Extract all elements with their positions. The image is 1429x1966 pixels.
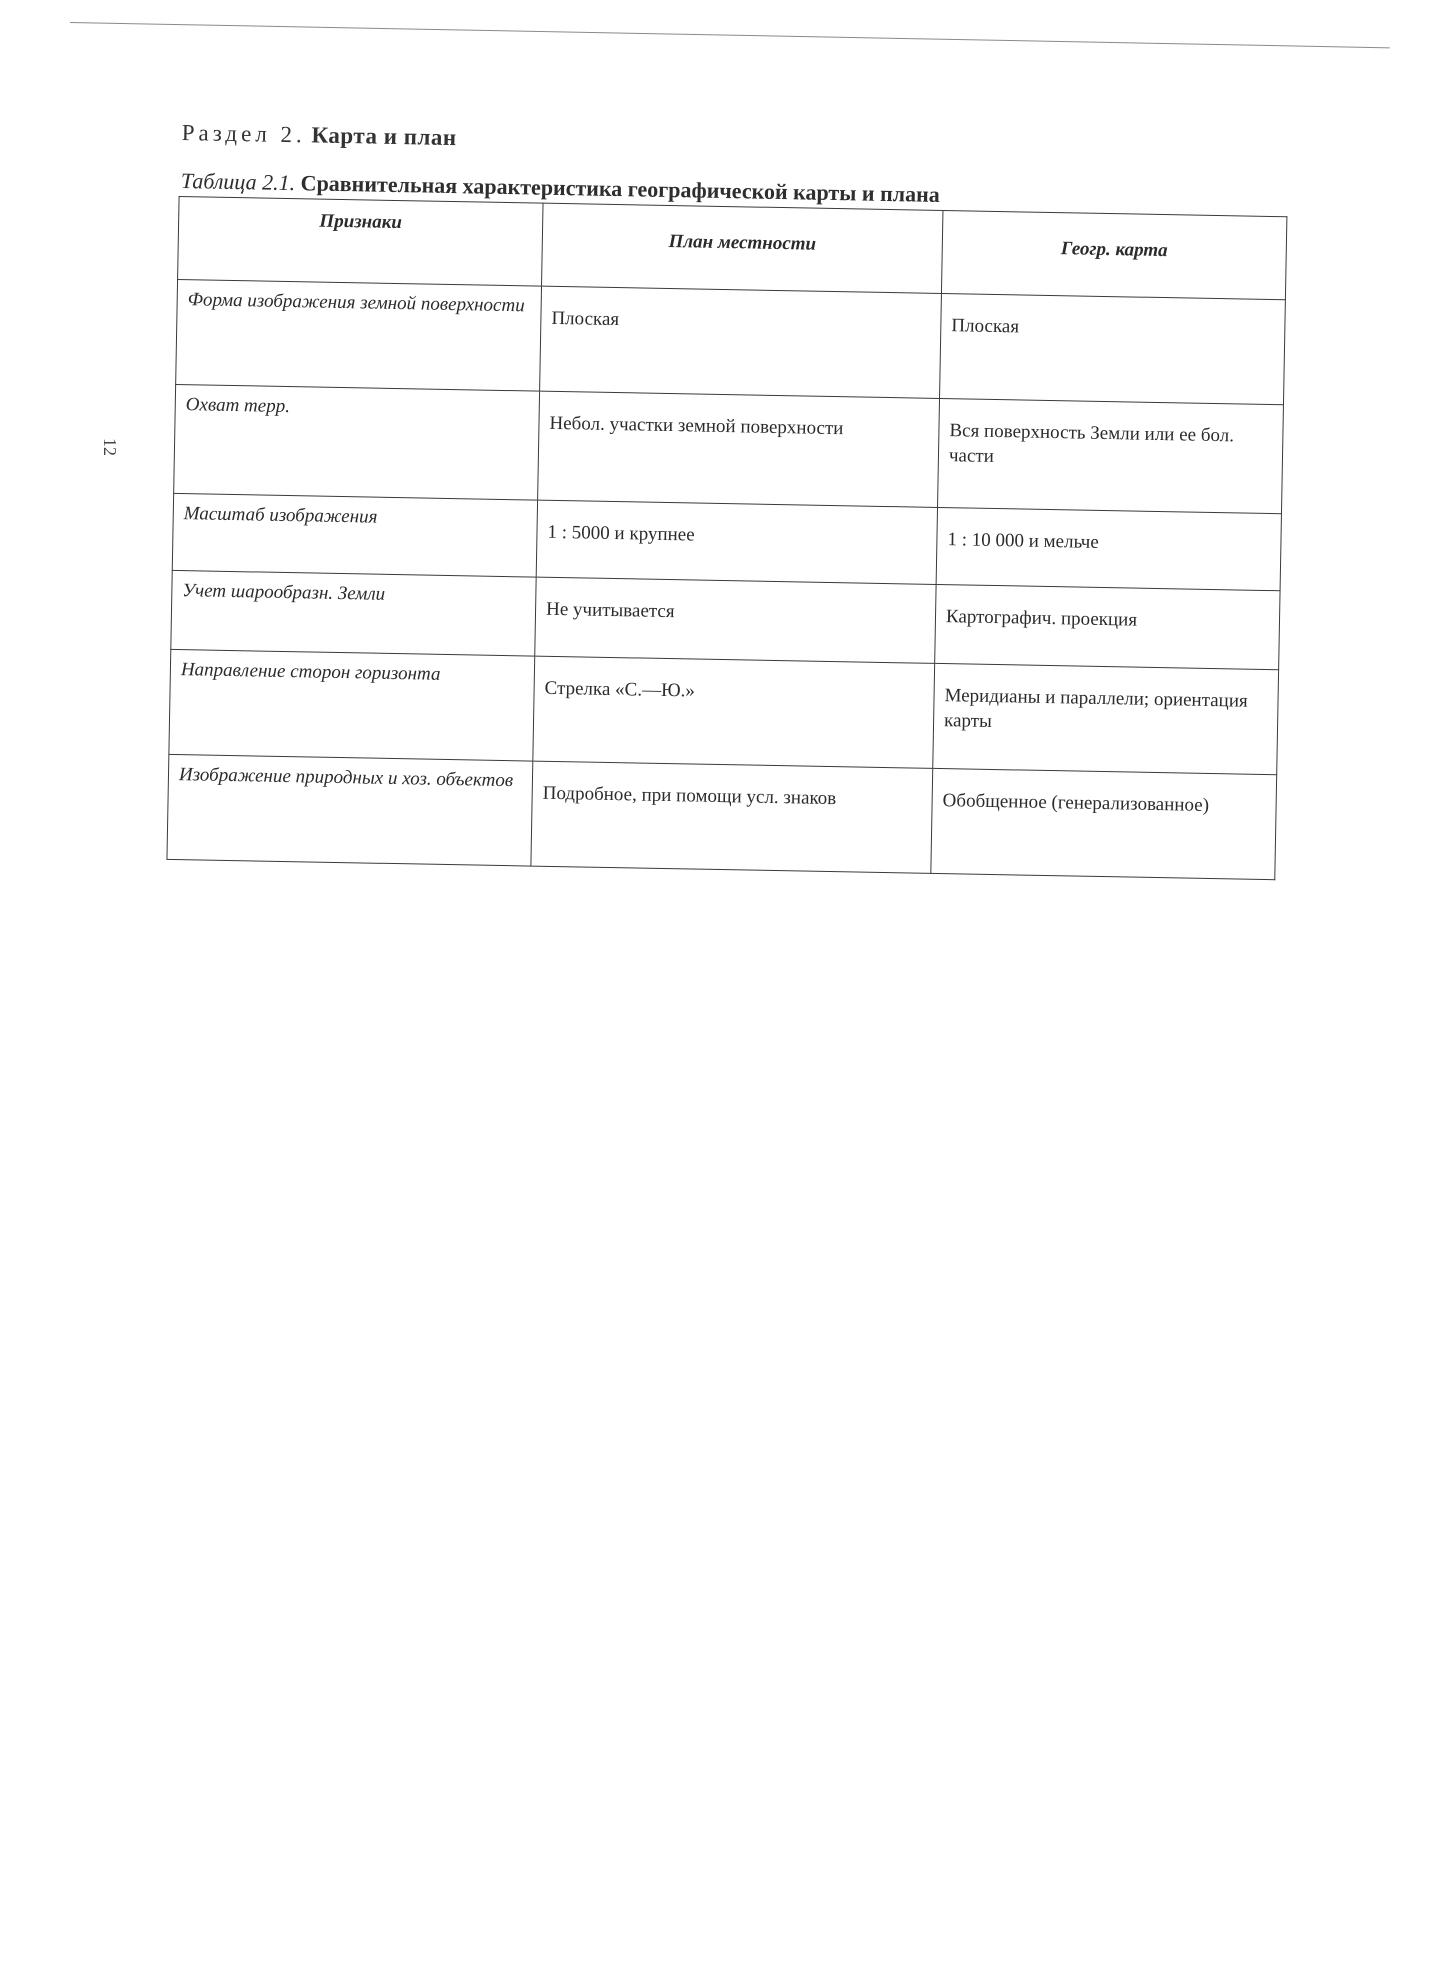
top-rule xyxy=(70,22,1390,48)
header-map: Геогр. карта xyxy=(941,210,1286,299)
row-plan-value: Не учитывается xyxy=(535,577,936,663)
header-attributes: Признаки xyxy=(178,196,543,286)
row-attribute: Охват терр. xyxy=(174,384,540,500)
table-caption-title: Сравнительная характеристика географической карты и плана xyxy=(300,170,940,207)
row-map-value: Плоская xyxy=(940,293,1286,404)
section-prefix: Раздел 2. xyxy=(181,120,307,148)
header-plan: План местности xyxy=(542,203,943,293)
row-plan-value: Небол. участки земной поверхности xyxy=(538,391,940,507)
row-map-value: Вся поверхность Земли или ее бол. части xyxy=(938,398,1284,513)
row-attribute: Учет шарообразн. Земли xyxy=(171,570,536,656)
row-plan-value: Плоская xyxy=(540,286,942,398)
row-attribute: Форма изображения земной поверхности xyxy=(176,279,542,391)
row-attribute: Изображение природных и хоз. объектов xyxy=(167,754,533,866)
table-row xyxy=(174,384,1284,513)
row-map-value: 1 : 10 000 и мельче xyxy=(936,507,1281,590)
row-attribute: Масштаб изображения xyxy=(172,493,537,577)
table-row xyxy=(169,649,1279,774)
table-row xyxy=(176,279,1286,404)
row-map-value: Картографич. проекция xyxy=(935,584,1280,669)
row-map-value: Меридианы и параллели; ориентация карты xyxy=(933,663,1279,774)
row-plan-value: Подробное, при помощи усл. знаков xyxy=(531,761,933,873)
page-content xyxy=(166,120,1289,880)
row-plan-value: 1 : 5000 и крупнее xyxy=(536,500,937,584)
page-number: 12 xyxy=(100,438,120,456)
table-caption-number: Таблица 2.1. xyxy=(180,168,296,196)
row-map-value: Обобщенное (генерализованное) xyxy=(931,768,1277,879)
row-plan-value: Стрелка «С.—Ю.» xyxy=(533,656,935,768)
comparison-table xyxy=(166,196,1287,880)
table-row xyxy=(167,754,1277,879)
row-attribute: Направление сторон горизонта xyxy=(169,649,535,761)
section-heading xyxy=(182,120,1290,166)
section-name: Карта и план xyxy=(311,122,457,151)
